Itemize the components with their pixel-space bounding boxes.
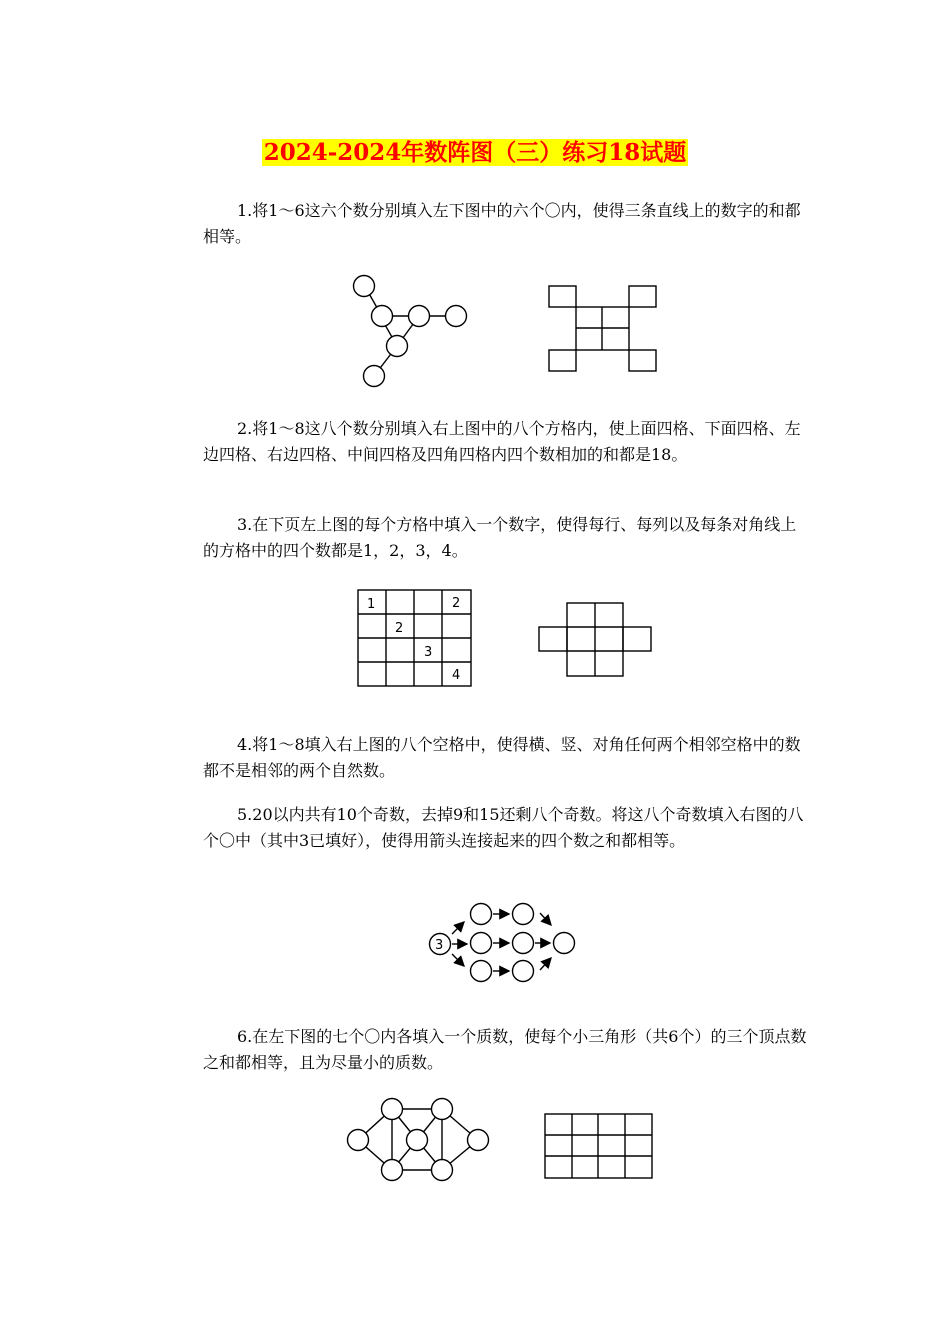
grid-cell-1: 1: [367, 597, 376, 612]
problem-4-text: 4.将1～8填入右上图的八个空格中，使得横、竖、对角任何两个相邻空格中的数都不是相邻的两个自然数。: [203, 735, 801, 780]
problem-5-text: 5.20以内共有10个奇数，去掉9和15还剩八个奇数。将这八个奇数填入右图的八个〇中（其中3已填好），使得用箭头连接起来的四个数之和都相等。: [203, 805, 804, 850]
start-number: 3: [435, 938, 444, 953]
problem-1-text: 1.将1～6这六个数分别填入左下图中的六个〇内，使得三条直线上的数字的和都相等。: [203, 201, 801, 246]
problem-2-text: 2.将1～8这八个数分别填入右上图中的八个方格内，使上面四格、下面四格、左边四格、右边四格、中间四格及四角四格内四个数相加的和都是18。: [203, 419, 801, 464]
grid-cell-3: 2: [395, 621, 404, 636]
problem-3-text: 3.在下页左上图的每个方格中填入一个数字，使得每行、每列以及每条对角线上的方格中的四个数都是1，2，3，4。: [203, 515, 797, 560]
grid-cell-4: 3: [424, 645, 433, 660]
grid-cell-5: 4: [452, 668, 461, 683]
grid-cell-2: 2: [452, 596, 461, 611]
problem-6-text: 6.在左下图的七个〇内各填入一个质数，使每个小三角形（共6个）的三个顶点数之和都相等，且为尽量小的质数。: [203, 1027, 807, 1072]
title-text: 2024-2024年数阵图（三）练习18试题: [263, 139, 687, 166]
